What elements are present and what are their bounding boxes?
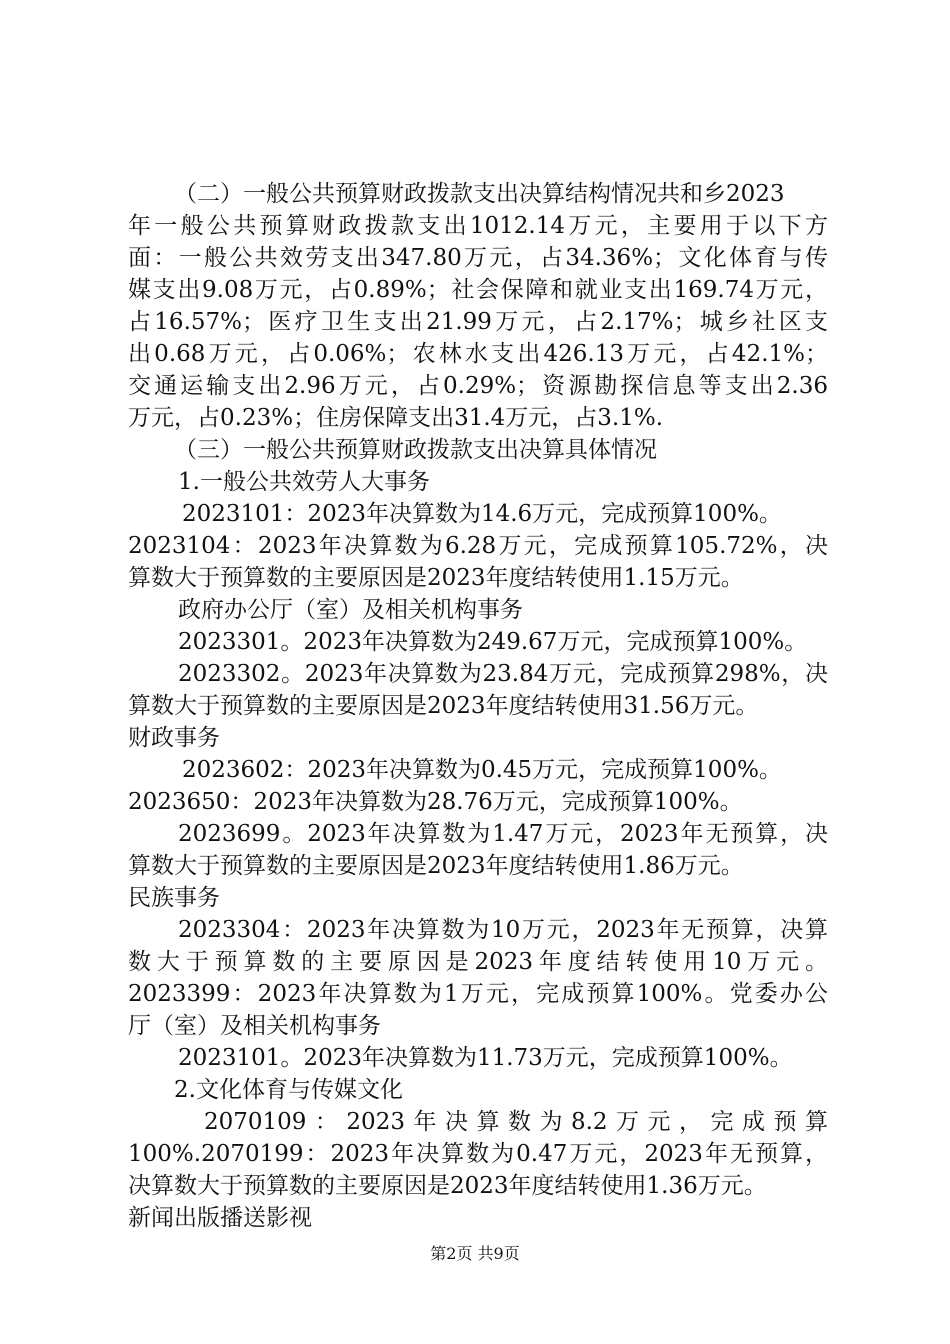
- text-line: 年一般公共预算财政拨款支出1012.14万元，主要用于以下方: [128, 213, 828, 239]
- text-line: 新闻出版播送影视: [128, 1205, 312, 1231]
- text-line: 占16.57%；医疗卫生支出21.99万元，占2.17%；城乡社区支: [128, 309, 828, 335]
- subsection-heading: 1.一般公共效劳人大事务: [178, 469, 430, 495]
- text-line: 数大于预算数的主要原因是2023年度结转使用10万元。: [128, 949, 828, 975]
- text-line: 2023101。2023年决算数为11.73万元，完成预算100%。: [178, 1045, 793, 1071]
- text-line: 2023399：2023年决算数为1万元，完成预算100%。党委办公: [128, 981, 828, 1007]
- section-heading: （三）一般公共预算财政拨款支出决算具体情况: [174, 437, 657, 463]
- text-line: 2023304：2023年决算数为10万元，2023年无预算，决算: [178, 917, 828, 943]
- text-line: 2023650：2023年决算数为28.76万元，完成预算100%。: [128, 789, 743, 815]
- text-line: 算数大于预算数的主要原因是2023年度结转使用1.15万元。: [128, 565, 744, 591]
- text-line: （二）一般公共预算财政拨款支出决算结构情况共和乡2023: [174, 181, 785, 207]
- page-number: 第2页 共9页: [430, 1244, 520, 1263]
- category-heading: 民族事务: [128, 885, 220, 911]
- text-line: 媒支出9.08万元，占0.89%；社会保障和就业支出169.74万元，: [128, 277, 828, 303]
- text-line: 2023104：2023年决算数为6.28万元，完成预算105.72%，决: [128, 533, 828, 559]
- text-line: 算数大于预算数的主要原因是2023年度结转使用1.86万元。: [128, 853, 744, 879]
- text-line: 100%.2070199：2023年决算数为0.47万元，2023年无预算，: [128, 1141, 828, 1167]
- text-line: 决算数大于预算数的主要原因是2023年度结转使用1.36万元。: [128, 1173, 767, 1199]
- text-line: 2023602：2023年决算数为0.45万元，完成预算100%。: [182, 757, 782, 783]
- category-heading: 政府办公厅（室）及相关机构事务: [178, 597, 523, 623]
- text-line: 算数大于预算数的主要原因是2023年度结转使用31.56万元。: [128, 693, 759, 719]
- text-line: 2023302。2023年决算数为23.84万元，完成预算298%，决: [178, 661, 828, 687]
- text-line: 2023699。2023年决算数为1.47万元，2023年无预算，决: [178, 821, 828, 847]
- text-line: 2023101：2023年决算数为14.6万元，完成预算100%。: [182, 501, 782, 527]
- category-heading: 财政事务: [128, 725, 220, 751]
- text-line: 万元，占0.23%；住房保障支出31.4万元，占3.1%.: [128, 405, 664, 431]
- text-line: 2070109：2023年决算数为8.2万元，完成预算: [204, 1109, 828, 1135]
- text-line: 交通运输支出2.96万元，占0.29%；资源勘探信息等支出2.36: [128, 373, 828, 399]
- text-line: 出0.68万元，占0.06%；农林水支出426.13万元，占42.1%；: [128, 341, 828, 367]
- text-line: 2023301。2023年决算数为249.67万元，完成预算100%。: [178, 629, 808, 655]
- subsection-heading: 2.文化体育与传媒文化: [174, 1077, 403, 1103]
- text-line: 面：一般公共效劳支出347.80万元，占34.36%；文化体育与传: [128, 245, 828, 271]
- text-line: 厅（室）及相关机构事务: [128, 1013, 381, 1039]
